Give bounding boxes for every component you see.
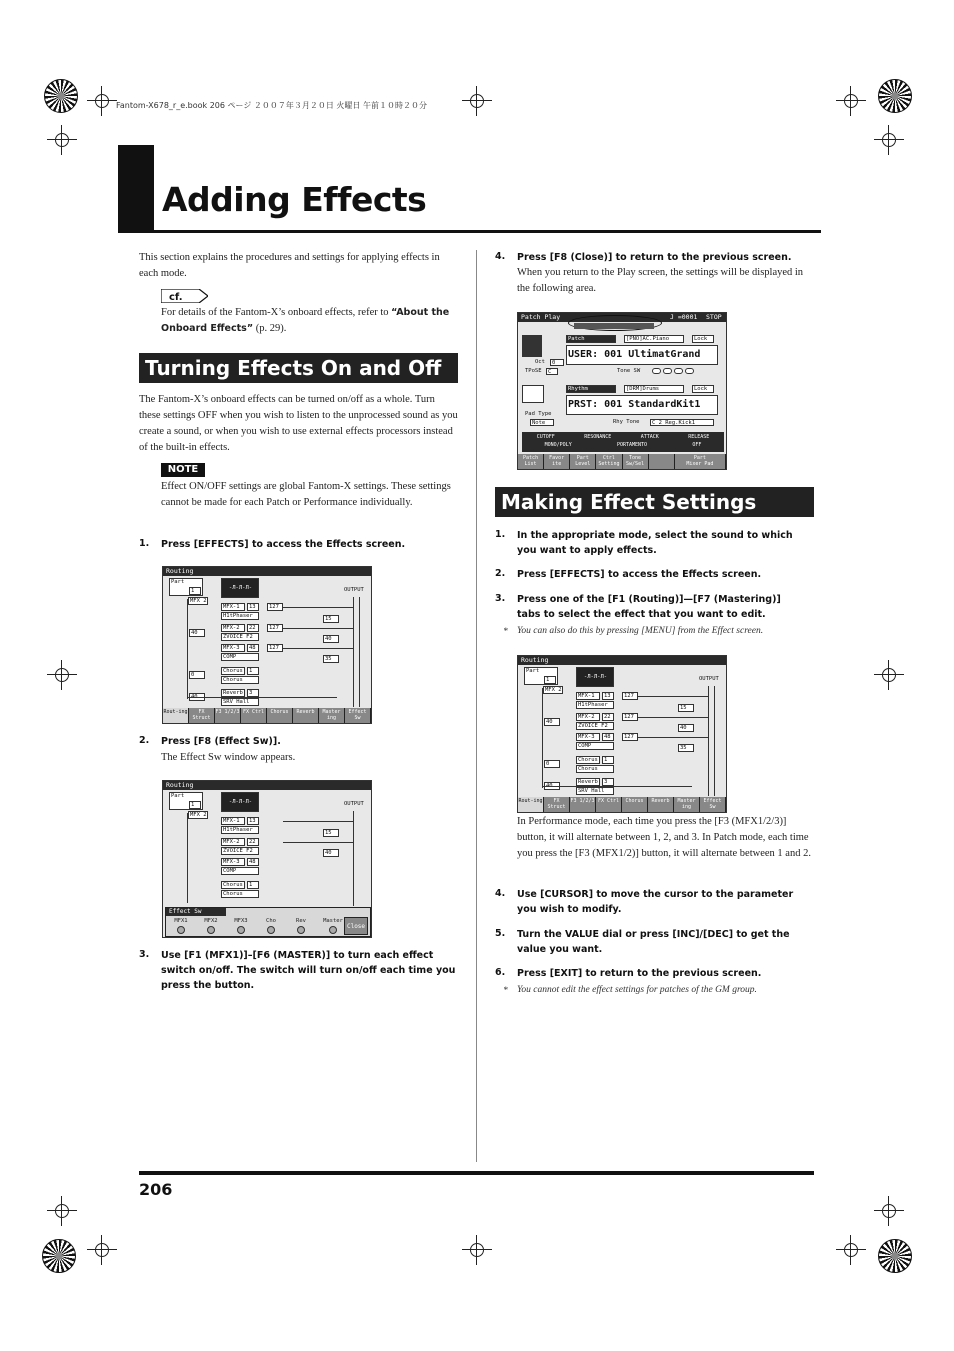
screen-title: Routing — [163, 781, 372, 790]
part-label: Part — [169, 578, 203, 596]
mfx3-name[interactable]: COMP — [576, 742, 614, 750]
rhythm-category[interactable]: [DRM]Drums — [624, 385, 684, 393]
effect-sw-label: MFX1 — [174, 918, 188, 924]
gm-note: You cannot edit the effect settings for patches of the GM group. — [517, 985, 757, 995]
part-value[interactable]: 1 — [544, 676, 556, 684]
mfx2-value[interactable]: 22 — [247, 838, 259, 846]
mfx2-value[interactable]: 22 — [247, 624, 259, 632]
tone-switch-icon[interactable] — [652, 368, 661, 374]
patch-category[interactable]: [PNO]AC.Piano — [624, 335, 684, 343]
tab-patch-list[interactable]: Patch List — [518, 454, 544, 469]
pad-type-value[interactable]: Note — [530, 419, 554, 426]
ctrl-attack[interactable]: ATTACK — [640, 434, 659, 440]
print-info-header: Fantom-X678_r_e.book 206 ページ ２００７年３月２０日 火曜日 午前１０時２０分 — [116, 101, 427, 110]
intro-paragraph: This section explains the procedures and settings for applying effects in each mode. — [139, 252, 440, 279]
step-text: Use [CURSOR] to move the cursor to the parameter you wish to modify. — [517, 889, 794, 915]
step-number: 2. — [495, 568, 506, 579]
effect-sw-label: MFX3 — [234, 918, 248, 924]
section-heading-turning-effects: Turning Effects On and Off — [139, 353, 458, 383]
tab-favorite[interactable]: Favor ite — [544, 454, 570, 469]
ctrl-resonance[interactable]: RESONANCE — [584, 434, 612, 440]
rhythm-icon — [522, 385, 544, 403]
effect-sw-label: Rev — [296, 918, 306, 924]
reverb-value[interactable]: 3 — [247, 689, 259, 697]
mfx3-label[interactable]: MFX-3 — [221, 644, 245, 652]
registration-mark-icon — [87, 1235, 117, 1265]
patch-play-title: Patch Play — [521, 313, 561, 321]
mfx3-label[interactable]: MFX-3 — [576, 733, 600, 741]
step-number: 6. — [495, 967, 506, 978]
pad-label: Pad — [704, 461, 714, 467]
cf-paragraph — [161, 305, 461, 337]
chapter-title: Adding Effects — [162, 180, 427, 219]
tab-routing[interactable]: Rout-ing — [518, 797, 544, 812]
cf-text-a: For details of the Fantom-X’s onboard effects, refer to — [161, 307, 392, 318]
effect-sw-mfx1[interactable] — [169, 918, 193, 934]
transpose-label: TPoSE — [525, 368, 542, 374]
step-text: Press [EXIT] to return to the previous screen. — [517, 968, 762, 979]
out-value[interactable]: 15 — [323, 615, 339, 623]
rhy-tone-label: Rhy Tone — [613, 419, 640, 425]
mfx3-value[interactable]: 48 — [247, 644, 259, 652]
tab-effect-sw[interactable]: Effect Sw — [700, 797, 726, 812]
mfx3-value[interactable]: 48 — [602, 733, 614, 741]
mfx1-label[interactable]: MFX-1 — [221, 817, 245, 825]
transpose-value[interactable]: C — [546, 368, 558, 375]
tab-reverb[interactable]: Reverb — [293, 708, 319, 723]
step-text: Turn the VALUE dial or press [INC]/[DEC] to get the value you want. — [517, 929, 790, 955]
tab-mastering[interactable]: Master ing — [319, 708, 345, 723]
tone-sw-label: Tone SW — [617, 368, 641, 374]
rhythm-name[interactable]: PRST: 001 StandardKit1 — [566, 395, 718, 415]
reverb-label[interactable]: Reverb — [221, 689, 245, 697]
cf-link[interactable]: “About the Onboard Effects” — [161, 307, 450, 334]
routing-tabbar — [518, 797, 726, 812]
tab-fx-struct[interactable]: FX Struct — [189, 708, 215, 723]
reverb-value[interactable]: 3 — [602, 778, 614, 786]
mfx-switch[interactable]: MFX 2 — [190, 598, 207, 604]
step-number: 4. — [495, 251, 506, 262]
switch-indicator-icon — [267, 926, 275, 934]
step-subtext: The Effect Sw window appears. — [161, 752, 296, 763]
ctrl-portamento[interactable]: PORTAMENTO — [616, 442, 648, 448]
step-text: Use [F1 (MFX1)]–[F6 (MASTER)] to turn each effect switch on/off. The switch will turn on/off each time you press the button. — [161, 950, 456, 991]
note-paragraph: Effect ON/OFF settings are global Fantom-X settings. These settings cannot be made for each Patch or Performance individually. — [161, 481, 451, 508]
effect-sw-chorus[interactable] — [259, 918, 283, 934]
registration-sunburst-icon — [42, 1239, 76, 1273]
mfx1-value[interactable]: 13 — [247, 603, 259, 611]
step-number: 3. — [139, 949, 150, 960]
chorus-label[interactable]: Chorus — [221, 667, 245, 675]
control-area — [522, 432, 724, 452]
tab-chorus[interactable]: Chorus — [622, 797, 648, 812]
registration-mark-icon — [836, 1235, 866, 1265]
step-subtext: When you return to the Play screen, the settings will be displayed in the following area. — [517, 267, 804, 294]
out-value[interactable]: 15 — [323, 829, 339, 837]
rhythm-lock[interactable]: Lock — [692, 385, 714, 393]
tab-mfx[interactable]: F3 1/2/3 — [570, 797, 596, 812]
note-label: NOTE — [161, 463, 205, 477]
registration-sunburst-icon — [44, 79, 78, 113]
patch-name[interactable]: USER: 001 UltimatGrand — [566, 345, 718, 365]
reverb-name[interactable]: SRV Hall — [576, 787, 614, 795]
step-number: 1. — [495, 529, 506, 540]
chorus-label[interactable]: Chorus — [221, 881, 245, 889]
mfx1-value[interactable]: 13 — [602, 692, 614, 700]
mfx2-name[interactable]: ZVOICE F2 — [221, 847, 259, 855]
registration-mark-icon — [874, 1196, 904, 1226]
send-value[interactable]: 127 — [267, 603, 283, 611]
send-value[interactable]: 0 — [189, 671, 205, 679]
tone-switches[interactable] — [652, 368, 694, 374]
eq-icon: -Л-Л-Л- — [576, 667, 614, 687]
effect-sw-mfx3[interactable] — [229, 918, 253, 934]
tone-switch-icon[interactable] — [663, 368, 672, 374]
chorus-value[interactable]: 1 — [247, 881, 259, 889]
chorus-value[interactable]: 1 — [602, 756, 614, 764]
send-value[interactable]: 127 — [267, 624, 283, 632]
part-label: Part — [524, 667, 558, 685]
send-value[interactable]: 127 — [622, 733, 638, 741]
section-heading-making-effect-settings: Making Effect Settings — [495, 487, 814, 517]
send-value[interactable]: 40 — [189, 629, 205, 637]
asterisk-icon: * — [503, 627, 508, 637]
mfx-switch[interactable]: MFX 2 — [545, 687, 562, 693]
registration-mark-icon — [87, 86, 117, 116]
tab-routing[interactable]: Rout-ing — [163, 708, 189, 723]
patch-lock[interactable]: Lock — [692, 335, 714, 343]
mfx3-name[interactable]: COMP — [221, 653, 259, 661]
mfx2-name[interactable]: ZVOICE F2 — [221, 633, 259, 641]
tab-tone-sw-sel[interactable]: Tone Sw/Sel — [623, 454, 649, 469]
part-label: Part — [169, 792, 203, 810]
output-label: OUTPUT — [344, 587, 364, 593]
cf-icon — [161, 289, 208, 303]
tab-part-level[interactable]: Part Level — [570, 454, 596, 469]
mfx2-label[interactable]: MFX-2 — [221, 838, 245, 846]
column-divider — [476, 250, 477, 1162]
chorus-name[interactable]: Chorus — [221, 676, 259, 684]
tempo-readout: J =0001 — [670, 313, 698, 321]
effect-sw-mfx2[interactable] — [199, 918, 223, 934]
step-text: Press [F8 (Effect Sw)]. — [161, 736, 281, 747]
effect-sw-window — [165, 907, 371, 937]
step-text: Press [EFFECTS] to access the Effects screen. — [161, 539, 406, 550]
section1-paragraph: The Fantom-X’s onboard effects can be turned on/off as a whole. Turn these settings OFF when you wish to listen to the unprocessed sound as you create a sound, or when you wish to use external effects processors instead of the built-in effects. — [139, 394, 458, 453]
chapter-rule — [118, 230, 821, 233]
send-value[interactable]: 127 — [622, 713, 638, 721]
chorus-value[interactable]: 1 — [247, 667, 259, 675]
registration-mark-icon — [462, 1235, 492, 1265]
effect-sw-screen — [162, 780, 372, 938]
tab-chorus[interactable]: Chorus — [267, 708, 293, 723]
patch-tabbar — [518, 454, 726, 469]
out-value[interactable]: 40 — [323, 635, 339, 643]
patch-icon — [522, 335, 542, 357]
effect-sw-master[interactable] — [319, 918, 347, 934]
mfx1-name[interactable]: H1tPhaser — [221, 612, 259, 620]
mfx1-label[interactable]: MFX-1 — [576, 692, 600, 700]
switch-indicator-icon — [177, 926, 185, 934]
chorus-label[interactable]: Chorus — [576, 756, 600, 764]
step-text: Press [EFFECTS] to access the Effects screen. — [517, 569, 762, 580]
output-label: OUTPUT — [344, 801, 364, 807]
step-text: In the appropriate mode, select the sound to which you want to apply effects. — [517, 530, 793, 556]
tab-fx-ctrl[interactable]: FX Ctrl — [596, 797, 622, 812]
tone-switch-icon[interactable] — [674, 368, 683, 374]
mfx3-name[interactable]: COMP — [221, 867, 259, 875]
tone-switch-icon[interactable] — [685, 368, 694, 374]
patch-play-screen — [517, 312, 727, 470]
rhythm-label: Rhythm — [566, 385, 616, 393]
tab-mastering[interactable]: Master ing — [674, 797, 700, 812]
stop-indicator: STOP — [706, 313, 722, 321]
registration-sunburst-icon — [878, 79, 912, 113]
out-value[interactable]: 35 — [678, 744, 694, 752]
page-number: 206 — [139, 1180, 173, 1199]
step-number: 2. — [139, 735, 150, 746]
eq-icon: -Л-Л-Л- — [221, 578, 259, 598]
out-value[interactable]: 40 — [678, 724, 694, 732]
switch-indicator-icon — [297, 926, 305, 934]
eq-icon: -Л-Л-Л- — [221, 792, 259, 812]
effect-sw-title: Effect Sw — [166, 908, 226, 916]
ctrl-release[interactable]: RELEASE — [688, 434, 710, 440]
registration-mark-icon — [874, 660, 904, 690]
out-value[interactable]: 15 — [678, 704, 694, 712]
step-text: Press one of the [F1 (Routing)]—[F7 (Mastering)] tabs to select the effect that you want to edit. — [517, 594, 781, 620]
rhy-tone-value[interactable]: C 2 Reg.Kick1 — [650, 419, 714, 426]
mfx1-name[interactable]: H1tPhaser — [576, 701, 614, 709]
effect-sw-label: MFX2 — [204, 918, 218, 924]
mfx2-label[interactable]: MFX-2 — [576, 713, 600, 721]
out-value[interactable]: 40 — [323, 849, 339, 857]
registration-mark-icon — [836, 86, 866, 116]
chapter-block — [118, 145, 154, 233]
tab-mfx[interactable]: F3 1/2/3 — [215, 708, 241, 723]
send-value[interactable]: 0 — [544, 760, 560, 768]
mfx1-value[interactable]: 13 — [247, 817, 259, 825]
performance-mode-paragraph: In Performance mode, each time you press the [F3 (MFX1/2/3)] button, it will alternate between 1, 2, and 3. In Patch mode, each time you press the [F3 (MFX1/2)] button, it will alternate between 1 and 2. — [517, 816, 811, 859]
screen-title: Routing — [163, 567, 372, 576]
switch-indicator-icon — [237, 926, 245, 934]
registration-mark-icon — [47, 125, 77, 155]
ctrl-off[interactable]: OFF — [692, 442, 702, 448]
part-label: Part — [693, 455, 706, 461]
effect-sw-reverb[interactable] — [289, 918, 313, 934]
footer-rule — [139, 1171, 814, 1175]
step-number: 1. — [139, 538, 150, 549]
send-value[interactable]: 127 — [622, 692, 638, 700]
switch-indicator-icon — [329, 926, 337, 934]
chorus-name[interactable]: Chorus — [576, 765, 614, 773]
effect-sw-label: Master — [323, 918, 343, 924]
effect-indicators — [574, 323, 654, 329]
part-value[interactable]: 1 — [189, 801, 201, 809]
tab-reverb[interactable]: Reverb — [648, 797, 674, 812]
mixer-label: Mixer — [686, 461, 702, 467]
registration-mark-icon — [47, 1196, 77, 1226]
reverb-label[interactable]: Reverb — [576, 778, 600, 786]
registration-mark-icon — [47, 660, 77, 690]
tab-ctrl-setting[interactable]: Ctrl Setting — [596, 454, 622, 469]
send-value[interactable]: 127 — [267, 644, 283, 652]
registration-mark-icon — [462, 86, 492, 116]
routing-screen — [162, 566, 372, 724]
reverb-name[interactable]: SRV Hall — [221, 698, 259, 706]
tab-fx-ctrl[interactable]: FX Ctrl — [241, 708, 267, 723]
mfx-switch[interactable]: MFX 2 — [190, 812, 207, 818]
part-value[interactable]: 1 — [189, 587, 201, 595]
mfx1-name[interactable]: H1tPhaser — [221, 826, 259, 834]
mfx2-value[interactable]: 22 — [602, 713, 614, 721]
mfx3-value[interactable]: 48 — [247, 858, 259, 866]
menu-note: You can also do this by pressing [MENU] from the Effect screen. — [517, 626, 764, 636]
ctrl-cutoff[interactable]: CUTOFF — [536, 434, 555, 440]
send-value[interactable]: 40 — [544, 718, 560, 726]
close-button[interactable]: Close — [344, 917, 368, 935]
tab-effect-sw[interactable]: Effect Sw — [345, 708, 371, 723]
mfx3-label[interactable]: MFX-3 — [221, 858, 245, 866]
screen-title: Routing — [518, 656, 727, 665]
out-value[interactable]: 35 — [323, 655, 339, 663]
routing-screen — [517, 655, 727, 813]
mfx2-label[interactable]: MFX-2 — [221, 624, 245, 632]
step-number: 4. — [495, 888, 506, 899]
cf-text-b: (p. 29). — [253, 323, 287, 334]
output-label: OUTPUT — [699, 676, 719, 682]
mfx2-name[interactable]: ZVOICE F2 — [576, 722, 614, 730]
chorus-name[interactable]: Chorus — [221, 890, 259, 898]
tab-fx-struct[interactable]: FX Struct — [544, 797, 570, 812]
oct-value[interactable]: 0 — [550, 359, 564, 366]
cf-label: cf. — [169, 292, 183, 303]
step-text: Press [F8 (Close)] to return to the previous screen. — [517, 252, 792, 263]
registration-sunburst-icon — [878, 1239, 912, 1273]
asterisk-icon: * — [503, 986, 508, 996]
patch-label: Patch — [566, 335, 616, 343]
tab-part-mixer[interactable] — [675, 454, 726, 469]
tab-blank[interactable] — [649, 454, 675, 469]
registration-mark-icon — [874, 125, 904, 155]
mfx1-label[interactable]: MFX-1 — [221, 603, 245, 611]
effect-sw-label: Cho — [266, 918, 276, 924]
switch-indicator-icon — [207, 926, 215, 934]
step-number: 3. — [495, 593, 506, 604]
step-number: 5. — [495, 928, 506, 939]
pad-type-label: Pad Type — [525, 411, 552, 417]
ctrl-mono-poly[interactable]: MONO/POLY — [544, 442, 572, 448]
oct-label: Oct — [535, 359, 545, 365]
routing-tabbar — [163, 708, 371, 723]
